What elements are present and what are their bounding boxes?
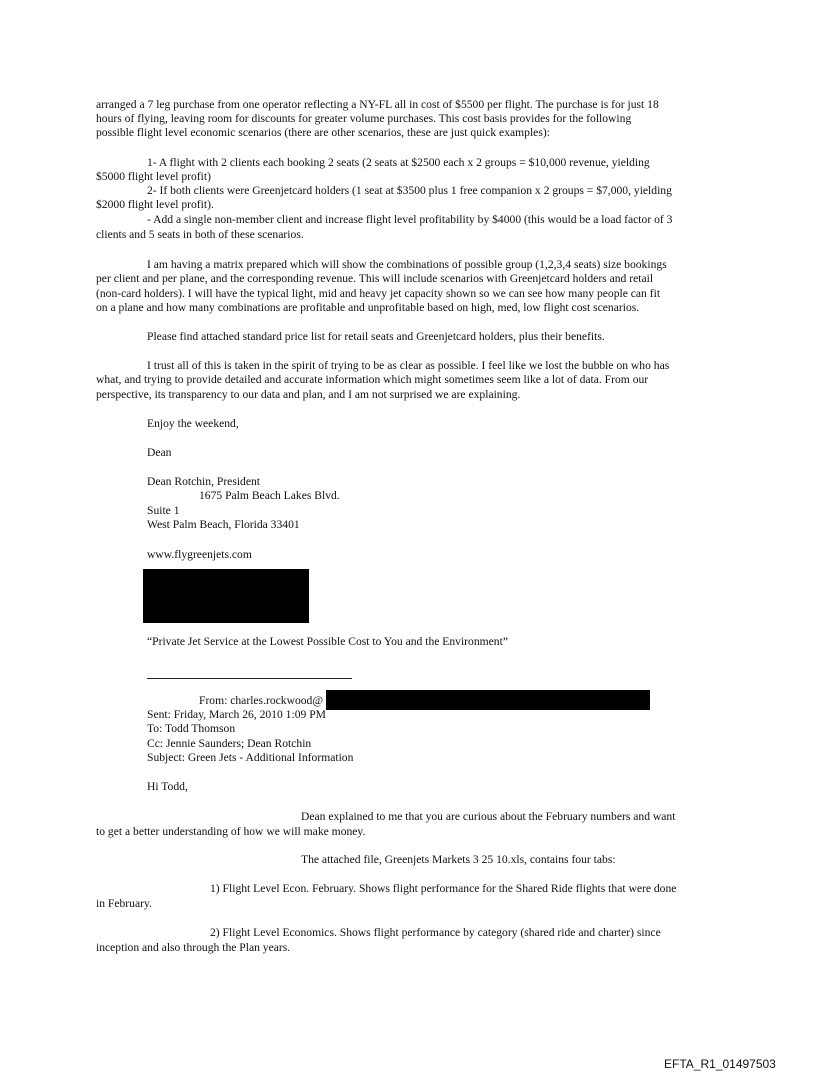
sign-name: Dean xyxy=(147,446,172,459)
body-text-line: per client and per plane, and the corresponding revenue. This will include scenarios with Greenjetcard holders and retail xyxy=(96,272,654,285)
body-text-line: hours of flying, leaving room for discounts for greater volume purchases. This cost basis provides for the following xyxy=(96,112,632,125)
redaction-block xyxy=(143,569,309,623)
body-text-line: Dean explained to me that you are curious about the February numbers and want xyxy=(301,810,676,823)
signature-website: www.flygreenjets.com xyxy=(147,548,252,561)
header-cc: Cc: Jennie Saunders; Dean Rotchin xyxy=(147,737,312,750)
header-from: From: charles.rockwood@ xyxy=(199,694,324,707)
signature-address: West Palm Beach, Florida 33401 xyxy=(147,518,300,531)
list-item-line: in February. xyxy=(96,897,152,910)
scenario-1-line: $5000 flight level profit) xyxy=(96,170,211,183)
scenario-3-line: - Add a single non-member client and increase flight level profitability by $4000 (this would be a load factor of 3 xyxy=(147,213,673,226)
signature-address: 1675 Palm Beach Lakes Blvd. xyxy=(199,489,340,502)
body-text-line: perspective, its transparency to our data and plan, and I am not surprised we are explaining. xyxy=(96,388,521,401)
list-item-line: 2) Flight Level Economics. Shows flight performance by category (shared ride and charter) since xyxy=(210,926,661,939)
list-item-line: 1) Flight Level Econ. February. Shows flight performance for the Shared Ride flights that were done xyxy=(210,882,677,895)
signature-tagline: “Private Jet Service at the Lowest Possible Cost to You and the Environment” xyxy=(147,635,508,648)
signature-address: Suite 1 xyxy=(147,504,180,517)
scenario-3-line: clients and 5 seats in both of these scenarios. xyxy=(96,228,304,241)
scenario-1-line: 1- A flight with 2 clients each booking 2 seats (2 seats at $2500 each x 2 groups = $10,000 revenue, yielding xyxy=(147,156,650,169)
body-text-line: to get a better understanding of how we will make money. xyxy=(96,825,366,838)
header-subject: Subject: Green Jets - Additional Information xyxy=(147,751,354,764)
signature-name-title: Dean Rotchin, President xyxy=(147,475,261,488)
body-text-line: The attached file, Greenjets Markets 3 25 10.xls, contains four tabs: xyxy=(301,853,616,866)
body-text-line: I trust all of this is taken in the spirit of trying to be as clear as possible. I feel like we lost the bubble on who has xyxy=(147,359,670,372)
divider-rule xyxy=(147,678,352,679)
header-to: To: Todd Thomson xyxy=(147,722,236,735)
document-id: EFTA_R1_01497503 xyxy=(664,1057,776,1071)
body-text-line: Please find attached standard price list for retail seats and Greenjetcard holders, plus their benefits. xyxy=(147,330,605,343)
body-text-line: arranged a 7 leg purchase from one operator reflecting a NY-FL all in cost of $5500 per flight. The purchase is for just 18 xyxy=(96,98,659,111)
scenario-2-line: $2000 flight level profit). xyxy=(96,198,214,211)
list-item-line: inception and also through the Plan years. xyxy=(96,941,291,954)
body-text-line: possible flight level economic scenarios (there are other scenarios, these are just quick examples): xyxy=(96,126,550,139)
body-text-line: (non-card holders). I will have the typical light, mid and heavy jet capacity shown so we can see how many people can fit xyxy=(96,287,661,300)
redaction-block xyxy=(326,690,650,710)
body-text-line: on a plane and how many combinations are profitable and unprofitable based on high, med, low flight cost scenarios. xyxy=(96,301,640,314)
header-sent: Sent: Friday, March 26, 2010 1:09 PM xyxy=(147,708,326,721)
body-text-line: what, and trying to provide detailed and accurate information which might sometimes seem like a lot of data. From our xyxy=(96,373,649,386)
scenario-2-line: 2- If both clients were Greenjetcard holders (1 seat at $3500 plus 1 free companion x 2 groups = $7,000, yielding xyxy=(147,184,672,197)
closing: Enjoy the weekend, xyxy=(147,417,239,430)
email-greeting: Hi Todd, xyxy=(147,780,188,793)
body-text-line: I am having a matrix prepared which will show the combinations of possible group (1,2,3,4 seats) size bookings xyxy=(147,258,667,271)
